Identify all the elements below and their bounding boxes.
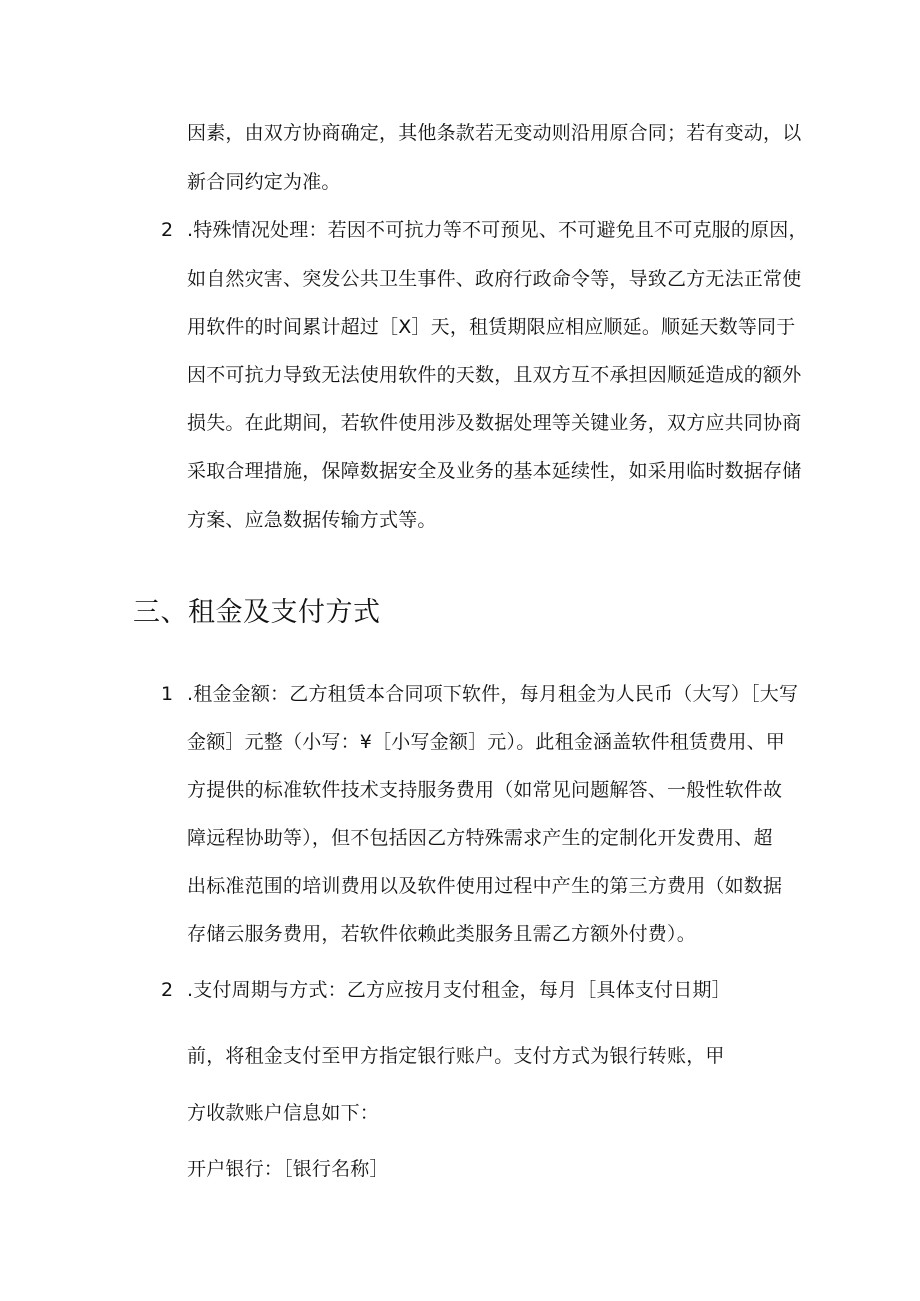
paragraph-line: 金额］元整（小写：¥［小写金额］元）。此租金涵盖软件租赁费用、甲 — [187, 731, 785, 753]
paragraph-line: 方提供的标准软件技术支持服务费用（如常见问题解答、一般性软件故 — [187, 779, 783, 801]
paragraph-line: 因素，由双方协商确定，其他条款若无变动则沿用原合同；若有变动，以 — [187, 122, 802, 144]
paragraph-line: .支付周期与方式：乙方应按月支付租金，每月［具体支付日期］ — [187, 979, 731, 1001]
paragraph-line: 因不可抗力导致无法使用软件的天数，且双方互不承担因顺延造成的额外 — [187, 364, 802, 386]
paragraph-line: .租金金额：乙方租赁本合同项下软件，每月租金为人民币（大写）［大写 — [187, 683, 799, 705]
paragraph-line: 用软件的时间累计超过［X］天，租赁期限应相应顺延。顺延天数等同于 — [187, 316, 796, 338]
paragraph-line: 出标准范围的培训费用以及软件使用过程中产生的第三方费用（如数据 — [187, 875, 783, 897]
paragraph-line: 障远程协助等），但不包括因乙方特殊需求产生的定制化开发费用、超 — [187, 827, 773, 849]
paragraph-line: 损失。在此期间，若软件使用涉及数据处理等关键业务，双方应共同协商 — [187, 412, 802, 434]
clause-number: 2 — [161, 219, 174, 241]
paragraph-line: .特殊情况处理：若因不可抗力等不可预见、不可避免且不可克服的原因， — [187, 219, 808, 241]
clause-number: 1 — [161, 683, 174, 705]
paragraph-line: 新合同约定为准。 — [187, 171, 341, 193]
section-heading: 三、租金及支付方式 — [133, 597, 381, 628]
paragraph-line: 采取合理措施，保障数据安全及业务的基本延续性，如采用临时数据存储 — [187, 460, 802, 482]
paragraph-line: 方收款账户信息如下： — [187, 1102, 380, 1124]
paragraph-line: 存储云服务费用，若软件依赖此类服务且需乙方额外付费）。 — [187, 923, 696, 945]
clause-number: 2 — [161, 979, 174, 1001]
paragraph-line: 方案、应急数据传输方式等。 — [187, 509, 437, 531]
paragraph-line: 如自然灾害、突发公共卫生事件、政府行政命令等，导致乙方无法正常使 — [187, 268, 802, 290]
paragraph-line: 开户银行：［银行名称］ — [187, 1158, 389, 1180]
paragraph-line: 前，将租金支付至甲方指定银行账户。支付方式为银行转账，甲 — [187, 1045, 725, 1067]
